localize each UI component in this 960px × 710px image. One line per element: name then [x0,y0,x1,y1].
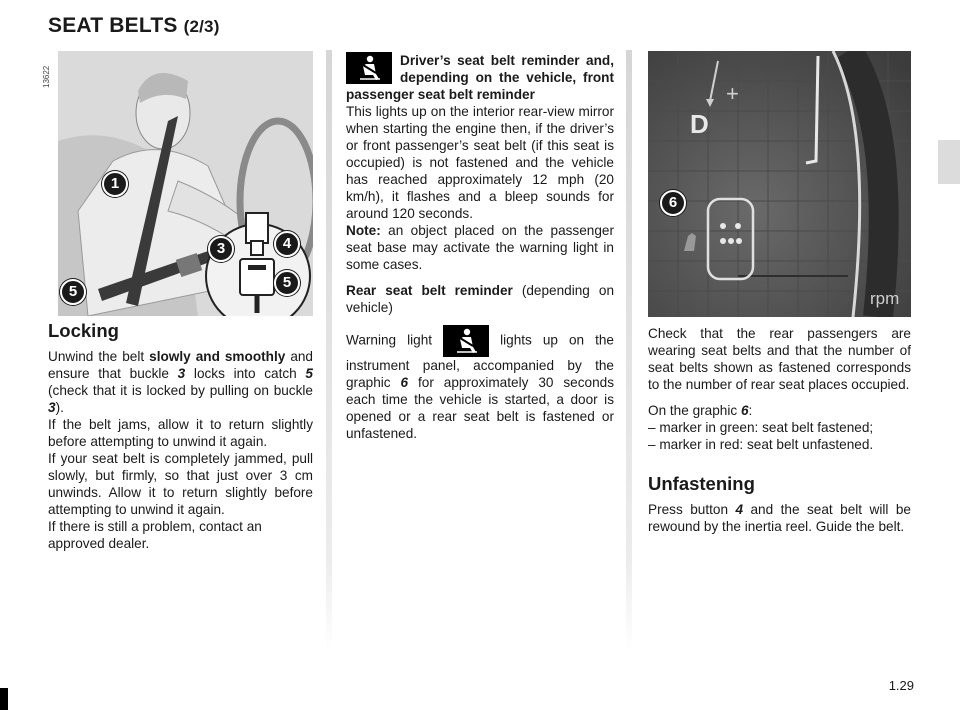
marker-red-item: – marker in red: seat belt unfastened. [648,437,874,452]
warning-text-a: Warning light [346,332,444,348]
seatbelt-figure [58,51,313,316]
marker-green-item: – marker in green: seat belt fastened; [648,420,874,435]
middle-column [346,52,614,451]
callout-6: 6 [660,190,686,216]
warning-light-paragraph [346,325,614,442]
locking-run-7: 3 [48,400,56,415]
seatbelt-warning-icon [346,52,392,84]
rear-reminder-paragraph [346,282,614,316]
locking-heading: Locking [48,320,119,341]
locking-run-1: slowly and smoothly [149,349,286,364]
seatbelt-warning-icon [443,325,489,357]
callout-3: 3 [208,236,234,262]
locking-run-3: 3 [177,366,186,381]
note-text: an object placed on the passenger seat base may activate the warning light in some cases. [346,223,614,272]
plus-indicator: + [726,81,739,106]
graphic-number: 6 [400,375,409,390]
unfastening-number: 4 [735,502,744,517]
rear-reminder-text: (depending on vehicle) [346,283,615,315]
page-title [48,14,220,38]
title-part: (2/3) [183,17,220,36]
locking-run-0: Unwind the belt [48,349,150,364]
section-tab [938,140,960,184]
locking-paragraph-3: If your seat belt is completely jammed, pull slowly, but firmly, so that just over 3 cm unwinds. Allow it to return slightly before attempting to unwind it again. [48,451,313,517]
driver-reminder-body: This lights up on the interior rear-view mirror when starting the engine then, if the driver’s or front passenger’s seat belt (if this seat is occupied) is not fastened and the vehicle has reached approximately 12 mph (20 km/h), it flashes and a bleep sounds for around 120 seconds. [346,104,614,221]
unfastening-paragraph [648,501,911,535]
column-divider [326,50,332,650]
unfastening-heading: Unfastening [648,473,755,494]
rpm-label: rpm [870,289,900,308]
locking-paragraph-4: If there is still a problem, contact an approved dealer. [48,519,262,551]
note-paragraph [346,222,614,273]
locking-run-5: 5 [305,366,313,381]
warning-text-c: for approximately 30 seconds each time the vehicle is started, a door is opened or a rear seat belt is fastened or unfastened. [346,375,614,441]
corner-mark [0,688,8,710]
graphic-label-line [648,402,911,419]
unfastening-text-b: and the seat belt will be rewound by the inertia reel. Guide the belt. [648,502,911,534]
locking-run-2: and ensure that buckle [48,349,313,381]
column-divider [626,50,632,650]
locking-run-4: locks into catch [185,366,306,381]
unfastening-text-a: Press button [648,502,736,517]
graphic-label-colon: : [748,403,753,418]
warning-text-b: lights up on the instrument panel, accompanied by the graphic [346,332,614,390]
locking-run-6: (check that it is locked by pulling on buckle [48,383,313,398]
callout-5a: 5 [60,279,86,305]
figure-code-left: 13622 [42,65,51,88]
gear-indicator: D [690,109,709,139]
right-column [648,325,911,544]
callout-1: 1 [102,171,128,197]
page-number: 1.29 [888,678,914,693]
graphic-label-number: 6 [740,403,749,418]
callout-4: 4 [274,231,300,257]
locking-run-8: ). [55,400,64,415]
rear-check-paragraph: Check that the rear passengers are wearing seat belts and that the number of seat belts shown as fastened corresponds to the number of rear seat places occupied. [648,326,911,392]
callout-5b: 5 [274,270,300,296]
driver-reminder-title: Driver’s seat belt reminder and, depending on the vehicle, front passenger seat belt reminder [346,53,614,102]
note-label: Note: [346,223,381,238]
graphic-label-text: On the graphic [648,403,741,418]
rear-reminder-label: Rear seat belt reminder [346,283,513,298]
locking-paragraph-2: If the belt jams, allow it to return slightly before attempting to unwind it again. [48,417,313,449]
left-column [48,322,313,552]
instrument-panel-figure [648,51,911,317]
locking-paragraph-1 [48,348,313,416]
title-text: SEAT BELTS [48,14,178,37]
